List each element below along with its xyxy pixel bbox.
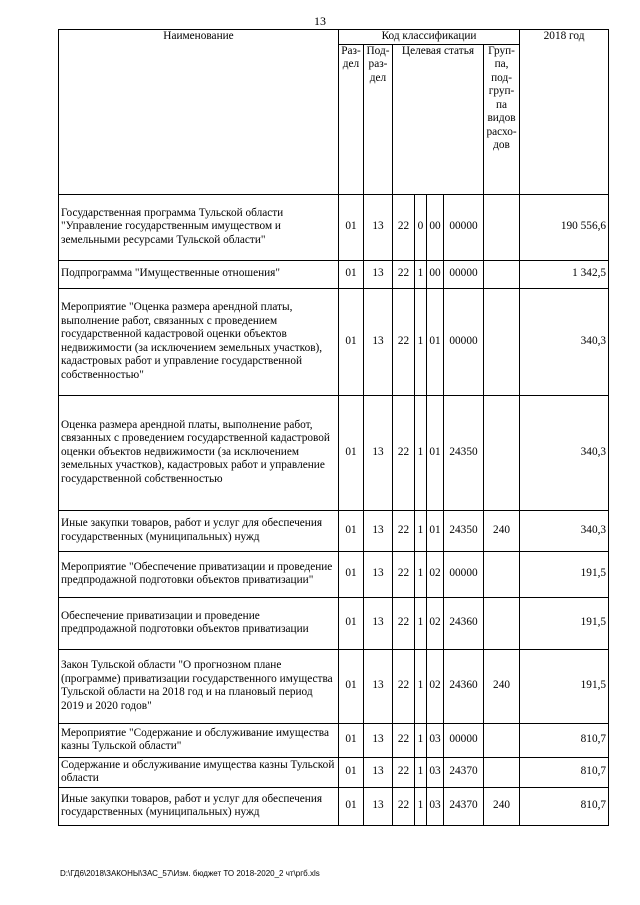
row-razdel: 01: [339, 649, 364, 723]
row-podrazdel: 13: [364, 395, 393, 510]
row-target-direction: 24350: [444, 510, 484, 551]
row-target-program: 22: [393, 510, 415, 551]
row-name: Мероприятие "Обеспечение приватизации и проведение предпродажной подготовки объектов приватизации": [59, 551, 339, 597]
row-target-direction: 00000: [444, 194, 484, 260]
row-target-program: 22: [393, 723, 415, 757]
row-podrazdel: 13: [364, 551, 393, 597]
row-target-program: 22: [393, 260, 415, 288]
row-podrazdel: 13: [364, 194, 393, 260]
table-row: [59, 260, 609, 288]
row-target-subprogram: 0: [415, 194, 427, 260]
row-razdel: 01: [339, 757, 364, 787]
row-target-event: 03: [427, 757, 444, 787]
row-expense-type: [484, 723, 520, 757]
row-target-event: 02: [427, 597, 444, 649]
row-target-event: 01: [427, 288, 444, 395]
table-row: [59, 597, 609, 649]
table-row: [59, 723, 609, 757]
row-amount: 810,7: [520, 787, 609, 825]
row-target-subprogram: 1: [415, 260, 427, 288]
header-code-group: Код классификации: [339, 30, 520, 45]
row-name: Мероприятие "Содержание и обслуживание имущества казны Тульской области": [59, 723, 339, 757]
row-target-direction: 24360: [444, 597, 484, 649]
row-expense-type: [484, 757, 520, 787]
row-podrazdel: 13: [364, 597, 393, 649]
table-row: [59, 649, 609, 723]
budget-table: [58, 29, 609, 826]
row-target-subprogram: 1: [415, 723, 427, 757]
header-name: Наименование: [59, 30, 339, 195]
row-target-subprogram: 1: [415, 288, 427, 395]
row-podrazdel: 13: [364, 288, 393, 395]
row-name: Оценка размера арендной платы, выполнение работ, связанных с проведением государственной кадастровой оценки объектов недвижимости (за исключением земельных участков), кадастровых работ и управление государственной собственностью: [59, 395, 339, 510]
header-target-article: Целевая статья: [393, 44, 484, 194]
row-podrazdel: 13: [364, 787, 393, 825]
file-path-footer: D:\ГД6\2018\ЗАКОНЫ\ЗАС_57\Изм. бюджет ТО 2018-2020_2 чт\ргб.xls: [60, 869, 320, 878]
row-podrazdel: 13: [364, 510, 393, 551]
table-row: [59, 551, 609, 597]
row-razdel: 01: [339, 723, 364, 757]
table-row: [59, 757, 609, 787]
page-number: 13: [314, 14, 326, 28]
header-subsection: Под- раз- дел: [364, 44, 393, 194]
row-expense-type: [484, 395, 520, 510]
row-name: Закон Тульской области "О прогнозном плане (программе) приватизации государственного имущества Тульской области на 2018 год и на плановый период 2019 и 2020 годов": [59, 649, 339, 723]
row-name: Обеспечение приватизации и проведение предпродажной подготовки объектов приватизации: [59, 597, 339, 649]
row-razdel: 01: [339, 395, 364, 510]
row-expense-type: [484, 288, 520, 395]
row-podrazdel: 13: [364, 723, 393, 757]
table-row: [59, 510, 609, 551]
row-razdel: 01: [339, 510, 364, 551]
row-target-event: 02: [427, 551, 444, 597]
row-target-event: 01: [427, 395, 444, 510]
row-target-program: 22: [393, 649, 415, 723]
row-target-subprogram: 1: [415, 787, 427, 825]
row-target-program: 22: [393, 395, 415, 510]
row-amount: 191,5: [520, 551, 609, 597]
row-target-subprogram: 1: [415, 551, 427, 597]
row-amount: 190 556,6: [520, 194, 609, 260]
row-target-direction: 00000: [444, 288, 484, 395]
row-name: Подпрограмма "Имущественные отношения": [59, 260, 339, 288]
row-amount: 191,5: [520, 597, 609, 649]
row-name: Содержание и обслуживание имущества казны Тульской области: [59, 757, 339, 787]
row-target-program: 22: [393, 194, 415, 260]
row-podrazdel: 13: [364, 757, 393, 787]
row-expense-type: 240: [484, 649, 520, 723]
row-target-program: 22: [393, 787, 415, 825]
table-row: [59, 787, 609, 825]
row-razdel: 01: [339, 288, 364, 395]
row-target-program: 22: [393, 551, 415, 597]
row-target-direction: 24370: [444, 787, 484, 825]
row-target-subprogram: 1: [415, 597, 427, 649]
row-amount: 340,3: [520, 288, 609, 395]
row-name: Государственная программа Тульской области "Управление государственным имуществом и земельными ресурсами Тульской области": [59, 194, 339, 260]
row-target-event: 03: [427, 787, 444, 825]
row-name: Иные закупки товаров, работ и услуг для обеспечения государственных (муниципальных) нужд: [59, 510, 339, 551]
row-razdel: 01: [339, 787, 364, 825]
row-amount: 340,3: [520, 510, 609, 551]
row-podrazdel: 13: [364, 260, 393, 288]
row-target-direction: 00000: [444, 260, 484, 288]
row-target-event: 01: [427, 510, 444, 551]
row-expense-type: [484, 260, 520, 288]
row-target-event: 03: [427, 723, 444, 757]
row-target-subprogram: 1: [415, 395, 427, 510]
row-target-direction: 00000: [444, 551, 484, 597]
row-name: Иные закупки товаров, работ и услуг для обеспечения государственных (муниципальных) нужд: [59, 787, 339, 825]
header-section: Раз- дел: [339, 44, 364, 194]
table-row: [59, 288, 609, 395]
row-target-direction: 00000: [444, 723, 484, 757]
header-expense-group: Груп- па, под- груп- па видов расхо- дов: [484, 44, 520, 194]
row-razdel: 01: [339, 597, 364, 649]
row-razdel: 01: [339, 194, 364, 260]
header-year: 2018 год: [520, 30, 609, 195]
row-target-subprogram: 1: [415, 510, 427, 551]
row-razdel: 01: [339, 260, 364, 288]
row-target-program: 22: [393, 597, 415, 649]
row-expense-type: [484, 597, 520, 649]
row-target-event: 00: [427, 194, 444, 260]
table-row: [59, 395, 609, 510]
row-target-subprogram: 1: [415, 649, 427, 723]
row-target-direction: 24350: [444, 395, 484, 510]
row-amount: 810,7: [520, 723, 609, 757]
row-target-subprogram: 1: [415, 757, 427, 787]
row-target-direction: 24370: [444, 757, 484, 787]
row-target-program: 22: [393, 288, 415, 395]
row-razdel: 01: [339, 551, 364, 597]
row-expense-type: [484, 551, 520, 597]
row-amount: 191,5: [520, 649, 609, 723]
row-expense-type: 240: [484, 510, 520, 551]
row-podrazdel: 13: [364, 649, 393, 723]
row-amount: 340,3: [520, 395, 609, 510]
row-expense-type: 240: [484, 787, 520, 825]
row-target-direction: 24360: [444, 649, 484, 723]
row-target-event: 02: [427, 649, 444, 723]
row-target-event: 00: [427, 260, 444, 288]
row-target-program: 22: [393, 757, 415, 787]
row-name: Мероприятие "Оценка размера арендной платы, выполнение работ, связанных с проведением государственной кадастровой оценки объектов недвижимости (за исключением земельных участков), кадастровых работ и управление государственной собственностью": [59, 288, 339, 395]
row-amount: 1 342,5: [520, 260, 609, 288]
row-expense-type: [484, 194, 520, 260]
row-amount: 810,7: [520, 757, 609, 787]
table-row: [59, 194, 609, 260]
